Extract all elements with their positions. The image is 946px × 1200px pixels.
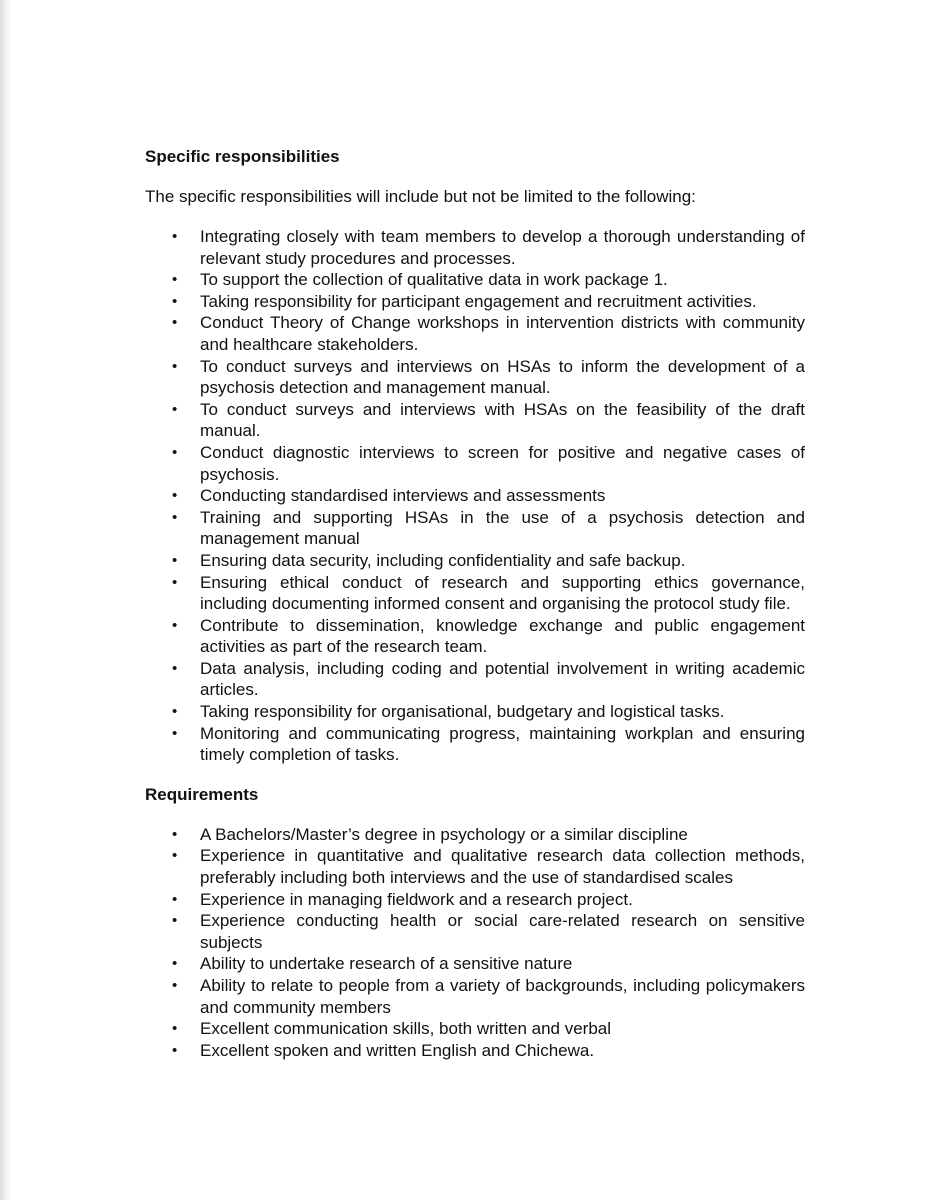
list-item (145, 1040, 805, 1062)
bullet-icon: • (172, 271, 178, 289)
list-item-text: Ability to undertake research of a sensitive nature (200, 954, 573, 974)
list-item (145, 658, 805, 701)
bullet-icon: • (172, 825, 178, 843)
list-item (145, 226, 805, 269)
list-item-text: Experience in quantitative and qualitative research data collection methods, preferably including both interviews and the use of standardised scales (200, 846, 805, 888)
list-item (145, 845, 805, 888)
bullet-icon: • (172, 1041, 178, 1059)
bullet-icon: • (172, 551, 178, 569)
list-item-text: Training and supporting HSAs in the use of a psychosis detection and management manual (200, 507, 805, 549)
list-item (145, 507, 805, 550)
list-item (145, 723, 805, 766)
list-item-text: Monitoring and communicating progress, maintaining workplan and ensuring timely completion of tasks. (200, 723, 805, 765)
list-item-text: A Bachelors/Master’s degree in psychology or a similar discipline (200, 824, 688, 844)
bullet-icon: • (172, 724, 178, 742)
list-item (145, 975, 805, 1018)
list-item-text: Excellent spoken and written English and Chichewa. (200, 1040, 595, 1060)
list-item-text: Taking responsibility for participant engagement and recruitment activities. (200, 291, 757, 311)
list-item (145, 910, 805, 953)
list-item (145, 824, 805, 846)
list-item (145, 550, 805, 572)
document-body (145, 146, 805, 1061)
bullet-icon: • (172, 1020, 178, 1038)
bullet-icon: • (172, 703, 178, 721)
list-item (145, 442, 805, 485)
list-item-text: To conduct surveys and interviews on HSAs to inform the development of a psychosis detection and management manual. (200, 356, 805, 398)
bullet-icon: • (172, 890, 178, 908)
responsibilities-heading: Specific responsibilities (145, 147, 340, 166)
list-item-text: Ability to relate to people from a variety of backgrounds, including policymakers and community members (200, 976, 805, 1017)
list-item (145, 356, 805, 399)
list-item-text: Contribute to dissemination, knowledge exchange and public engagement activities as part of the research team. (200, 615, 805, 657)
list-item-text: Data analysis, including coding and potential involvement in writing academic articles. (200, 658, 805, 700)
list-item-text: Conducting standardised interviews and assessments (200, 486, 606, 506)
list-item (145, 291, 805, 313)
bullet-icon: • (172, 400, 178, 418)
responsibilities-list (145, 226, 805, 766)
bullet-icon: • (172, 659, 178, 677)
bullet-icon: • (172, 228, 178, 245)
list-item-text: Excellent communication skills, both written and verbal (200, 1019, 612, 1039)
list-item (145, 615, 805, 658)
page-edge-shadow (0, 0, 12, 1200)
bullet-icon: • (172, 292, 178, 310)
list-item (145, 953, 805, 975)
list-item-text: Experience in managing fieldwork and a research project. (200, 889, 633, 909)
list-item-text: Experience conducting health or social care-related research on sensitive subjects (200, 911, 805, 952)
bullet-icon: • (172, 616, 178, 634)
requirements-list (145, 824, 805, 1062)
list-item (145, 572, 805, 615)
requirements-heading: Requirements (145, 784, 259, 804)
bullet-icon: • (172, 573, 178, 591)
list-item (145, 1018, 805, 1040)
bullet-icon: • (172, 487, 178, 505)
list-item-text: To support the collection of qualitative data in work package 1. (200, 270, 668, 290)
list-item (145, 889, 805, 911)
bullet-icon: • (172, 508, 178, 526)
list-item-text: Taking responsibility for organisational, budgetary and logistical tasks. (200, 702, 725, 722)
list-item-text: To conduct surveys and interviews with HSAs on the feasibility of the draft manual. (200, 399, 805, 441)
bullet-icon: • (172, 847, 178, 865)
bullet-icon: • (172, 912, 178, 930)
list-item-text: Ensuring ethical conduct of research and supporting ethics governance, including documenting informed consent and organising the protocol study file. (200, 572, 805, 614)
list-item-text: Conduct Theory of Change workshops in intervention districts with community and healthcare stakeholders. (200, 313, 805, 354)
bullet-icon: • (172, 314, 178, 332)
list-item-text: Integrating closely with team members to develop a thorough understanding of relevant study procedures and processes. (200, 227, 805, 268)
bullet-icon: • (172, 443, 178, 461)
list-item (145, 485, 805, 507)
list-item (145, 701, 805, 723)
list-item (145, 399, 805, 442)
list-item (145, 269, 805, 291)
list-item-text: Conduct diagnostic interviews to screen for positive and negative cases of psychosis. (200, 442, 805, 484)
list-item-text: Ensuring data security, including confidentiality and safe backup. (200, 550, 686, 570)
bullet-icon: • (172, 357, 178, 375)
bullet-icon: • (172, 955, 178, 973)
list-item (145, 312, 805, 355)
responsibilities-intro: The specific responsibilities will include but not be limited to the following: (145, 187, 696, 206)
bullet-icon: • (172, 977, 178, 994)
